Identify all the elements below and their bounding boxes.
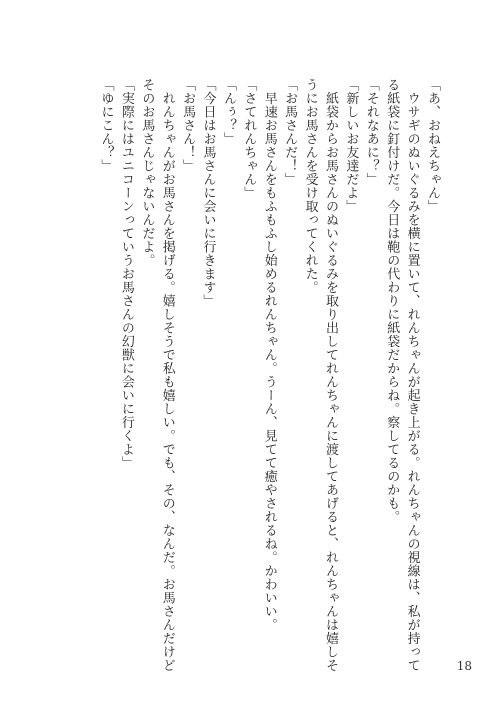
text-line: 紙袋からお馬さんのぬいぐるみを取り出してれんちゃんに渡してあげると、れんちゃんは嬉しそ xyxy=(322,78,338,672)
text-line: うにお馬さんを受け取ってくれた。 xyxy=(302,78,318,294)
text-line: 「んぅ？」 xyxy=(220,78,236,146)
page-number: 18 xyxy=(456,659,472,673)
text-line: る紙袋に釘付けだ。今日は鞄の代わりに紙袋だからね。察してるのかも。 xyxy=(384,78,400,524)
text-line: 「それなあに？」 xyxy=(363,78,379,186)
text-line: 「実際にはユニコーンっていうお馬さんの幻獣に会いに行くよ」 xyxy=(118,78,134,470)
text-line: れんちゃんがお馬さんを掲げる。嬉しそうで私も嬉しい。でも、その、なんだ。お馬さんだけど xyxy=(159,78,175,672)
text-line: そのお馬さんじゃないんだよ。 xyxy=(139,78,155,267)
text-line: 「新しいお友達だよ」 xyxy=(343,78,359,213)
text-line: 「今日はお馬さんに会いに行きます」 xyxy=(200,78,216,308)
text-line: 「さてれんちゃん」 xyxy=(241,78,257,200)
vertical-text-body xyxy=(42,78,442,672)
text-line: 「あ、おねえちゃん」 xyxy=(425,78,440,213)
text-line: 早速お馬さんをもふもふし始めるれんちゃん。うーん、見てて癒やされるね。かわいい。 xyxy=(261,78,277,632)
text-line: ウサギのぬいぐるみを横に置いて、れんちゃんが起き上がる。れんちゃんの視線は、私が持って xyxy=(404,78,420,672)
text-line: 「ゆにこん？」 xyxy=(98,78,114,173)
text-line: 「お馬さん！」 xyxy=(180,78,196,173)
text-line: 「お馬さんだ！」 xyxy=(282,78,298,186)
